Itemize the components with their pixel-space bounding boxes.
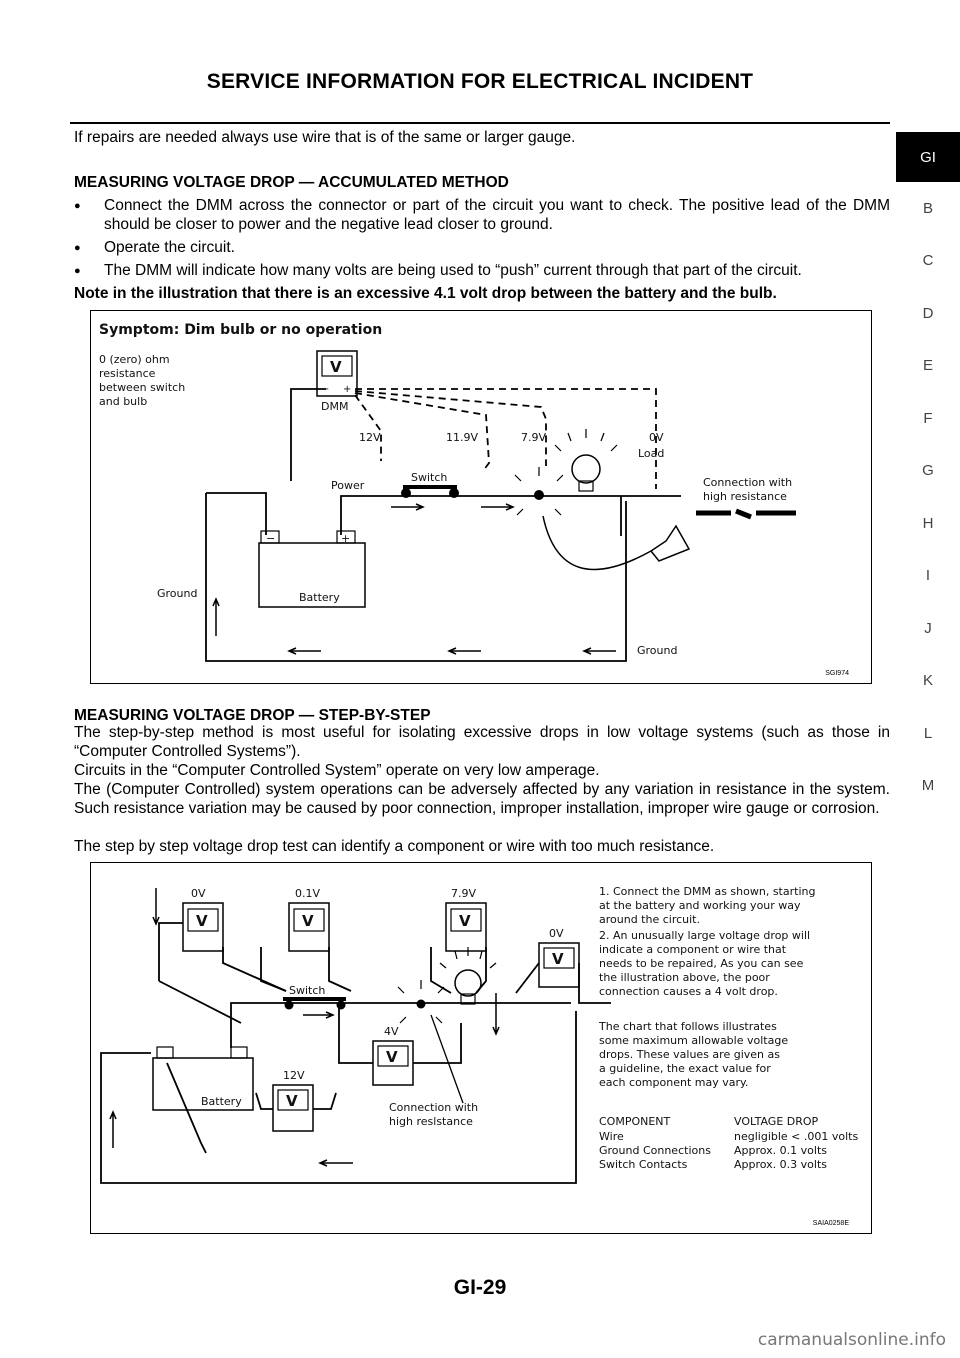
- circuit-wiring: [101, 923, 611, 1183]
- meter-v-label: V: [302, 912, 314, 930]
- bullet-item: [74, 196, 890, 234]
- chart-intro-line: each component may vary.: [599, 1076, 749, 1089]
- section-tab-c[interactable]: C: [922, 252, 934, 270]
- connection-note-line: high resistance: [703, 490, 787, 503]
- circuit-wiring: [206, 493, 681, 661]
- instruction-steps: [599, 885, 815, 998]
- section-tab-b[interactable]: B: [922, 199, 933, 217]
- page-number: GI-29: [453, 1276, 507, 1299]
- current-arrows: [213, 504, 616, 654]
- voltage-drop-table: [599, 1115, 858, 1171]
- circuit-diagram-1: [91, 311, 871, 683]
- section-tab-l[interactable]: L: [923, 724, 933, 742]
- step-line: 2. An unusually large voltage drop will: [599, 929, 811, 942]
- section-tab-d[interactable]: D: [922, 304, 934, 322]
- dmm-meter-icon: [273, 1085, 313, 1131]
- switch-label: Switch: [289, 984, 326, 997]
- reading-11-9v: 11.9V: [446, 431, 479, 444]
- pointer-arrow: [543, 516, 651, 570]
- step-line: needs to be repaired, As you can see: [599, 957, 804, 970]
- section-tab-f[interactable]: F: [923, 409, 933, 427]
- section-tab-k[interactable]: K: [922, 672, 933, 690]
- table-cell: Ground Connections: [599, 1144, 711, 1157]
- reading-4v: 4V: [384, 1025, 399, 1038]
- table-cell: Wire: [599, 1130, 624, 1143]
- page-header-title: SERVICE INFORMATION FOR ELECTRICAL INCIDENT: [206, 70, 754, 93]
- bullet-icon: ●: [74, 200, 81, 212]
- spark-icon: [398, 980, 444, 1023]
- section1-note: Note in the illustration that there is an excessive 4.1 volt drop between the battery and the bulb.: [74, 285, 777, 302]
- header-rule: [70, 122, 890, 124]
- reading-0v-a: 0V: [191, 887, 206, 900]
- bullet-text: Operate the circuit.: [104, 239, 235, 256]
- spark-icon: [515, 467, 563, 515]
- chart-intro-text: [598, 1020, 788, 1089]
- section-tab-h[interactable]: H: [922, 514, 934, 532]
- resistance-note-line: between switch: [99, 381, 186, 394]
- table-header-component: COMPONENT: [599, 1115, 671, 1128]
- dmm-meter-icon: [373, 1041, 413, 1085]
- meter-v-label: V: [196, 912, 208, 930]
- step-line: connection causes a 4 volt drop.: [599, 985, 778, 998]
- resistance-note-line: and bulb: [99, 395, 148, 408]
- section2-paragraph: The (Computer Controlled) system operations can be adversely affected by any variation in resistance in the system. Such resistance variation may be caused by poor connection, improper installation, improper wire gauge or corrosion.: [74, 781, 890, 817]
- reading-7-9v: 7.9V: [451, 887, 477, 900]
- battery-label: Battery: [201, 1095, 242, 1108]
- section2-heading: MEASURING VOLTAGE DROP — STEP-BY-STEP: [74, 707, 431, 724]
- table-cell: Approx. 0.1 volts: [734, 1144, 827, 1157]
- bullet-icon: ●: [74, 265, 81, 277]
- circuit-diagram-2: [91, 863, 871, 1233]
- battery-plus-icon: +: [341, 532, 351, 545]
- step-line: at the battery and working your way: [599, 899, 801, 912]
- figure1-id: SGI974: [825, 670, 849, 677]
- meter-v-label: V: [386, 1048, 398, 1066]
- section2-paragraph: The step by step voltage drop test can identify a component or wire with too much resistance.: [74, 838, 715, 855]
- reading-7-9v: 7.9V: [521, 431, 547, 444]
- step-line: around the circuit.: [599, 913, 700, 926]
- bulb-icon: [555, 429, 617, 491]
- pointer-line: [431, 1015, 463, 1103]
- section2-paragraph: Circuits in the “Computer Controlled System” operate on very low amperage.: [74, 762, 600, 779]
- section-tab-g[interactable]: G: [922, 462, 934, 480]
- reading-12v: 12V: [359, 431, 381, 444]
- section-tab-j[interactable]: J: [924, 619, 932, 637]
- step-line: indicate a component or wire that: [599, 943, 787, 956]
- table-header-voltage-drop: VOLTAGE DROP: [734, 1115, 819, 1128]
- bullet-item: [74, 261, 890, 281]
- figure2-id: SAIA0258E: [812, 1220, 849, 1227]
- arrow-head-icon: [651, 526, 689, 561]
- dmm-meter-icon: [289, 903, 329, 951]
- table-cell: Approx. 0.3 volts: [734, 1158, 827, 1171]
- bulb-icon: [440, 947, 496, 1004]
- section2-paragraph: The step-by-step method is most useful for isolating excessive drops in low voltage systems (such as those in “Computer Controlled Systems”).: [74, 724, 890, 760]
- switch-icon: [283, 999, 346, 1010]
- battery-minus-icon: −: [266, 532, 276, 545]
- reading-0v: 0V: [649, 431, 664, 444]
- meter-v-label: V: [552, 950, 564, 968]
- figure-step-by-step: [90, 862, 872, 1234]
- section-tab-gi[interactable]: GI: [896, 132, 960, 182]
- section-tab-m[interactable]: M: [921, 777, 935, 795]
- reading-12v: 12V: [283, 1069, 305, 1082]
- dmm-v-label: V: [330, 358, 342, 376]
- dmm-meter-icon: [539, 943, 579, 987]
- chart-intro-line: some maximum allowable voltage: [599, 1034, 789, 1047]
- bullet-text: Connect the DMM across the connector or part of the circuit you want to check. The positive lead of the DMM should be closer to power and the negative lead closer to ground.: [104, 197, 890, 233]
- switch-label: Switch: [411, 471, 448, 484]
- bullet-text: The DMM will indicate how many volts are being used to “push” current through that part of the circuit.: [104, 262, 802, 279]
- meter-v-label: V: [286, 1092, 298, 1110]
- bullet-icon: ●: [74, 242, 81, 254]
- table-cell: negligible < .001 volts: [734, 1130, 859, 1143]
- plus-terminal-icon: +: [343, 384, 352, 395]
- power-label: Power: [331, 479, 365, 492]
- meter-v-label: V: [459, 912, 471, 930]
- chart-intro-line: drops. These values are given as: [599, 1048, 780, 1061]
- section-tab-e[interactable]: E: [922, 357, 933, 375]
- intro-text: If repairs are needed always use wire that is of the same or larger gauge.: [74, 129, 576, 146]
- bullet-item: [74, 238, 890, 258]
- dashed-probe-leads: [355, 389, 656, 489]
- dmm-label: DMM: [321, 400, 349, 413]
- dmm-meter-icon: [183, 903, 223, 951]
- ground-label-bottom: Ground: [637, 644, 678, 657]
- connection-note-line: high reslstance: [389, 1115, 473, 1128]
- section-tab-i[interactable]: I: [925, 567, 931, 585]
- resistance-note-line: 0 (zero) ohm: [99, 353, 170, 366]
- chart-intro-line: The chart that follows illustrates: [599, 1020, 777, 1033]
- connection-note-line: Connection with: [703, 476, 793, 489]
- figure-accumulated-method: [90, 310, 872, 684]
- reading-0-1v: 0.1V: [295, 887, 321, 900]
- chart-intro-line: a guideline, the exact value for: [599, 1062, 771, 1075]
- reading-0v-b: 0V: [549, 927, 564, 940]
- table-cell: Switch Contacts: [599, 1158, 688, 1171]
- step-line: the illustration above, the poor: [599, 971, 770, 984]
- load-label: Load: [638, 447, 665, 460]
- resistance-note-line: resistance: [99, 367, 156, 380]
- step-line: 1. Connect the DMM as shown, starting: [599, 885, 816, 898]
- section1-heading: MEASURING VOLTAGE DROP — ACCUMULATED METHOD: [74, 174, 509, 191]
- high-resistance-wire-icon: [696, 511, 796, 517]
- minus-terminal-icon: −: [321, 384, 330, 395]
- dmm-meter-icon: [446, 903, 486, 951]
- ground-label-left: Ground: [157, 587, 198, 600]
- connection-note-line: Connection with: [389, 1101, 479, 1114]
- section-index-tabs: [896, 132, 960, 812]
- figure1-title: Symptom: Dim bulb or no operation: [99, 322, 383, 338]
- battery-label: Battery: [299, 591, 340, 604]
- watermark-text: carmanualsonline.info: [757, 1330, 946, 1350]
